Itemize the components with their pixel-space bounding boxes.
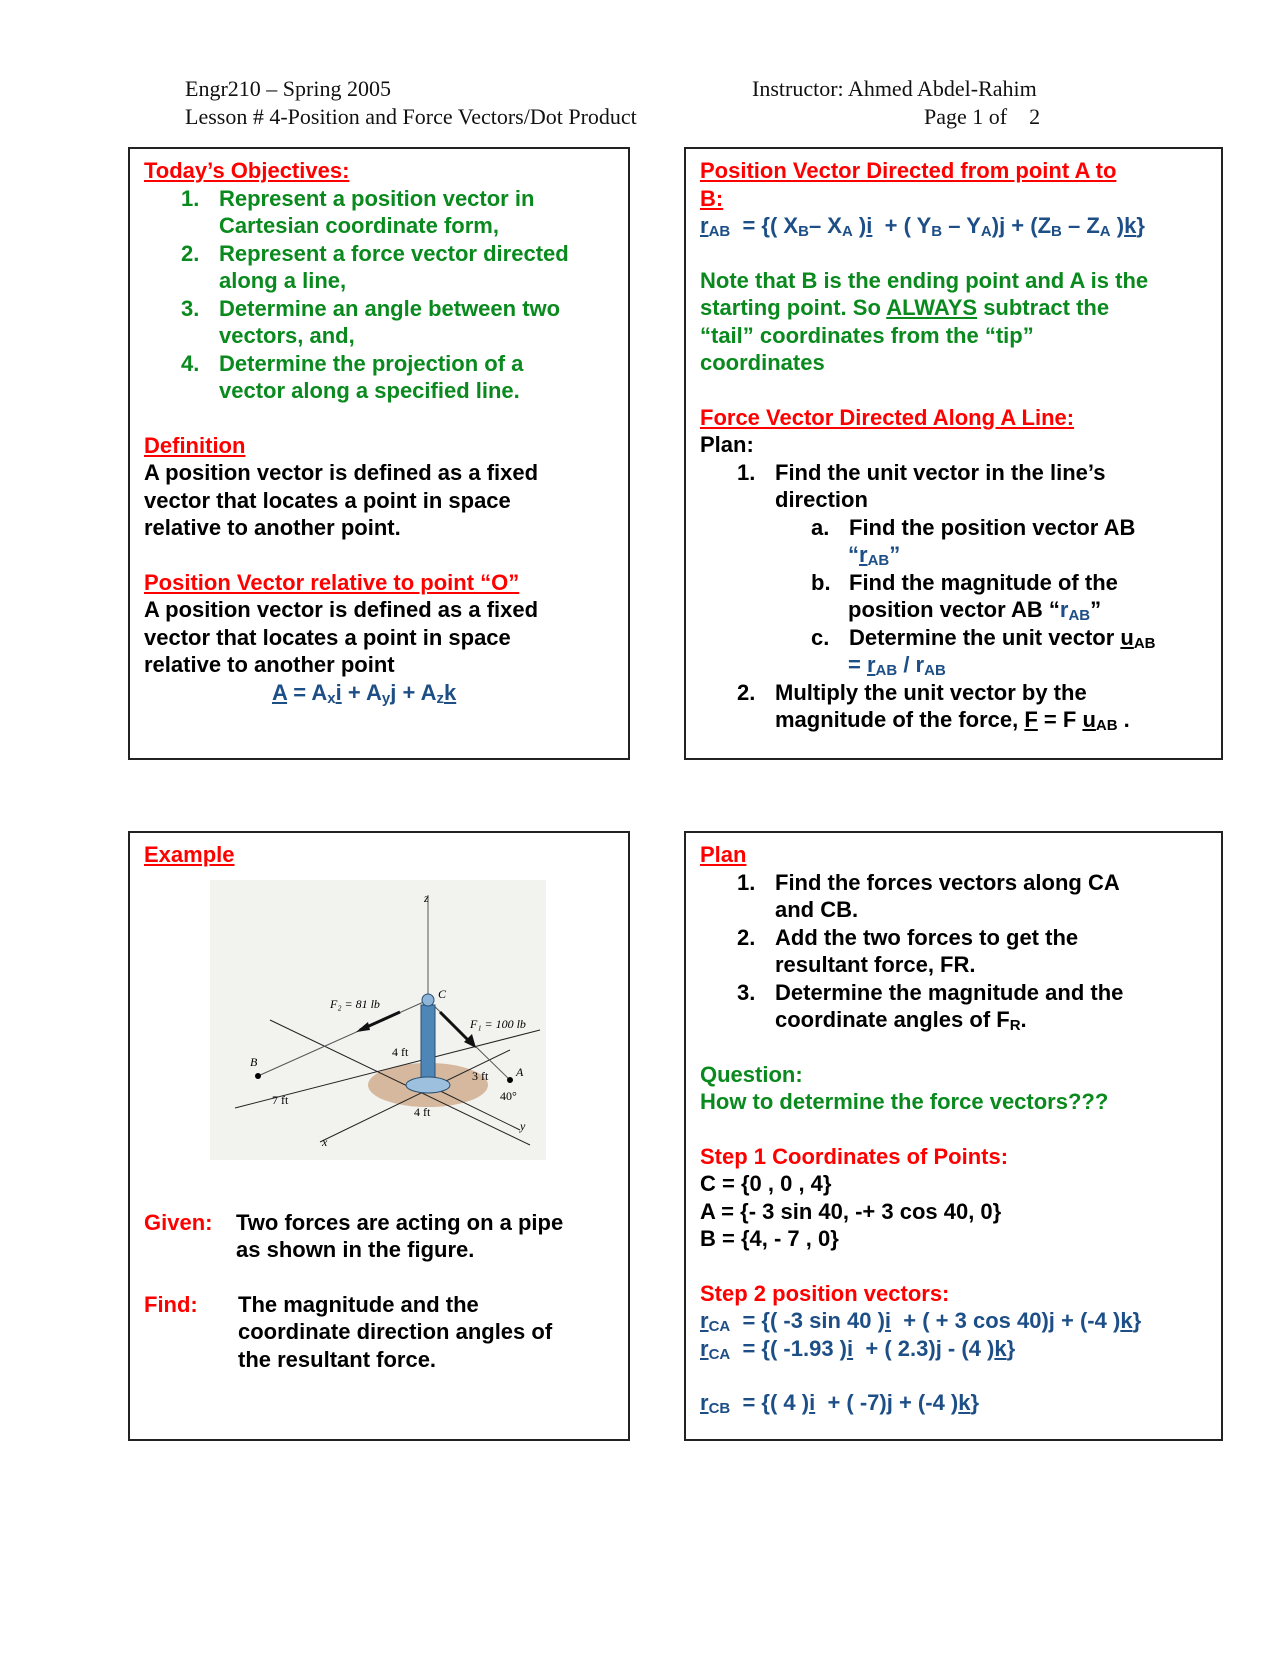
item-number: [737, 951, 775, 979]
list-item: [181, 185, 614, 213]
find-text: coordinate direction angles of: [238, 1319, 553, 1344]
dim-4ft: 4 ft: [414, 1105, 431, 1119]
item-text: Find the forces vectors along CA: [775, 869, 1120, 895]
text-line: relative to another point: [144, 652, 395, 677]
formula-segment: – Y: [942, 213, 981, 238]
substep-formula: [1060, 597, 1090, 622]
example-title: Example: [144, 842, 235, 867]
list-item: [181, 240, 614, 268]
position-vector-text: [144, 596, 614, 679]
item-number: [181, 267, 219, 295]
dim-7ft: 7 ft: [272, 1093, 289, 1107]
find-text: the resultant force.: [238, 1346, 437, 1372]
formula-segment: + A: [396, 679, 437, 705]
point-a-coords: A = {- 3 sin 40, -+ 3 cos 40, 0}: [700, 1198, 1002, 1224]
text-line: relative to another point.: [144, 515, 401, 540]
formula-segment: B: [798, 223, 809, 240]
step-number: 2.: [737, 679, 756, 705]
formula-segment: }: [1136, 213, 1145, 238]
list-item: [737, 951, 1207, 979]
formula-segment: y: [381, 689, 391, 707]
formula-segment: – Z: [1061, 213, 1100, 238]
item-text: along a line,: [219, 268, 347, 293]
rca-formula: [700, 1307, 1207, 1335]
force-formula: [1024, 707, 1129, 732]
formula-segment: CA: [708, 1345, 731, 1363]
formula-segment: B: [931, 223, 943, 240]
substep-letter: b.: [811, 569, 831, 595]
formula-segment: ”: [889, 542, 901, 567]
header-left: [185, 75, 637, 131]
formula-segment: r: [1059, 597, 1069, 622]
item-text: Add the two forces to get the: [775, 924, 1079, 950]
formula-segment: r: [700, 1308, 709, 1333]
list-item: [737, 979, 1207, 1007]
formula-segment: = {( -3 sin 40 ): [730, 1308, 885, 1333]
formula-segment: A: [272, 679, 288, 705]
ground-line: [270, 1020, 530, 1145]
item-text: resultant force, FR.: [775, 952, 976, 977]
formula-segment: A: [980, 223, 992, 240]
list-item: [181, 377, 614, 405]
text-line: A position vector is defined as a fixed: [144, 460, 539, 485]
step-text: direction: [775, 487, 868, 512]
lesson-title: Lesson # 4-Position and Force Vectors/Dot Product: [185, 104, 637, 129]
formula-segment: r: [859, 542, 868, 567]
force-vector-box: [684, 147, 1223, 760]
plan-box: [684, 831, 1223, 1441]
formula-segment: = {( 4 ): [730, 1390, 810, 1415]
formula-segment: + A: [341, 679, 382, 705]
given-text: Two forces are acting on a pipe: [236, 1209, 564, 1235]
course-title: Engr210 – Spring 2005: [185, 76, 391, 101]
formula-segment: + ( Y: [872, 213, 932, 238]
formula-segment: R: [1009, 1017, 1021, 1034]
formula-segment: CB: [708, 1400, 731, 1417]
formula-segment: A: [841, 223, 853, 240]
text-line: vector that locates a point in space: [144, 624, 511, 650]
formula-segment: + (-4 ): [1054, 1308, 1121, 1333]
note-line: “tail” coordinates from the “tip”: [700, 322, 1034, 348]
formula-segment: i: [847, 1335, 854, 1361]
list-item: [181, 350, 614, 378]
formula-segment: AB: [875, 662, 898, 679]
y-label: y: [520, 1119, 526, 1133]
list-item: [737, 924, 1207, 952]
step1-title: Step 1 Coordinates of Points:: [700, 1143, 1009, 1169]
formula-segment: k: [958, 1390, 971, 1415]
text-line: vector that locates a point in space: [144, 487, 511, 513]
item-number: [737, 896, 775, 924]
rab-formula: [700, 212, 1207, 240]
item-number: [181, 212, 219, 240]
formula-segment: + (-4 ): [892, 1390, 959, 1415]
formula-segment: AB: [1095, 717, 1118, 734]
formula-segment: ): [852, 213, 867, 238]
plan-title: Plan: [700, 842, 747, 867]
height-label: 4 ft: [392, 1045, 409, 1059]
rca-numeric: [700, 1335, 1207, 1363]
list-item: [181, 267, 614, 295]
formula-segment: AB: [1133, 634, 1156, 652]
formula-segment: x: [327, 689, 336, 707]
step2-title: Step 2 position vectors:: [700, 1280, 950, 1306]
list-item: [737, 869, 1207, 897]
formula-segment: + (Z: [1005, 213, 1052, 238]
formula-segment: z: [436, 689, 444, 707]
formula-segment: r: [700, 1390, 709, 1415]
note-part: starting point. So: [700, 295, 887, 320]
item-text: Determine the magnitude and the: [775, 979, 1124, 1005]
note-emphasis: ALWAYS: [886, 295, 978, 320]
f1-label: F₁ = 100 lb: [470, 1017, 526, 1031]
plan-label: Plan:: [700, 432, 754, 457]
position-ab-title: Position Vector Directed from point A to: [700, 158, 1117, 183]
formula-segment: + ( 2.3): [853, 1335, 936, 1361]
substep-text: Find the magnitude of the: [849, 569, 1118, 595]
item-text: Represent a force vector directed: [219, 240, 569, 266]
rcb-formula: [700, 1389, 1207, 1417]
item-text: Determine an angle between two: [219, 295, 561, 321]
step-text: magnitude of the force,: [775, 707, 1025, 732]
dim-3ft: 3 ft: [472, 1069, 489, 1083]
formula-segment: AB: [867, 552, 890, 569]
formula-segment: j: [390, 679, 397, 705]
given-text: as shown in the figure.: [236, 1237, 475, 1262]
force-f2-arrowhead: [356, 1022, 370, 1032]
substep-letter: a.: [811, 514, 830, 540]
definition-title: Definition: [144, 432, 246, 458]
substep-text: Find the position vector AB: [849, 514, 1136, 540]
formula-segment: AB: [708, 223, 731, 240]
list-item: [181, 212, 614, 240]
position-ab-title-2: B:: [700, 185, 724, 211]
list-item: [737, 896, 1207, 924]
formula-segment: i: [866, 213, 873, 238]
item-number: 3.: [181, 295, 200, 321]
page-number: Page 1 of 2: [924, 104, 1041, 129]
point-b: [255, 1073, 261, 1079]
formula-segment: – X: [808, 213, 842, 238]
formula-segment: }: [1132, 1308, 1142, 1333]
formula-segment: + ( -7): [815, 1390, 887, 1415]
formula-segment: }: [970, 1390, 980, 1415]
formula-segment: }: [1006, 1335, 1016, 1361]
formula-segment: ): [991, 213, 1000, 238]
plan-step-text: [700, 1006, 1207, 1034]
x-label: x: [322, 1135, 328, 1149]
formula-segment: = A: [287, 679, 328, 705]
formula-segment: = {( -1.93 ): [730, 1335, 848, 1361]
formula-segment: r: [866, 652, 876, 677]
text-line: A position vector is defined as a fixed: [144, 597, 539, 622]
item-number: 3.: [737, 979, 756, 1005]
force-f1-arrow: [440, 1012, 470, 1042]
formula-segment: AB: [1068, 607, 1091, 624]
list-item: [181, 322, 614, 350]
formula-segment: u: [1120, 624, 1134, 650]
formula-segment: j: [1048, 1308, 1055, 1333]
item-text: and CB.: [775, 897, 859, 922]
formula-segment: k: [1120, 1308, 1133, 1333]
point-a: [507, 1077, 513, 1083]
item-number: 1.: [737, 869, 756, 895]
b-label: B: [250, 1055, 258, 1069]
position-formula: [144, 679, 614, 707]
note-text: [700, 267, 1207, 377]
note-part: subtract the: [977, 295, 1110, 320]
find-label: Find:: [144, 1291, 198, 1317]
find-text: The magnitude and the: [238, 1291, 479, 1317]
formula-segment: k: [1124, 213, 1137, 238]
formula-segment: “: [848, 542, 859, 567]
formula-segment: .: [1117, 707, 1130, 732]
formula-segment: / r: [897, 652, 925, 677]
note-line: coordinates: [700, 350, 825, 375]
quote: ”: [1090, 597, 1102, 622]
unit-vector: [1120, 625, 1155, 650]
formula-segment: - (4 ): [941, 1335, 995, 1361]
a-label: A: [516, 1065, 524, 1079]
formula-segment: A: [1099, 223, 1111, 240]
item-number: 2.: [181, 240, 200, 266]
plan-list: [700, 869, 1207, 1007]
formula-segment: =: [848, 652, 867, 677]
substep-text: Determine the unit vector: [849, 624, 1121, 650]
item-number: 1.: [181, 185, 200, 211]
objectives-title: Today’s Objectives:: [144, 158, 350, 183]
formula-segment: r: [700, 1335, 709, 1361]
formula-segment: + ( + 3 cos 40): [891, 1308, 1049, 1333]
substep-formula: [700, 651, 1207, 679]
formula-segment: coordinate angles of F: [775, 1007, 1010, 1032]
formula-segment: F: [1024, 707, 1038, 732]
item-text: vector along a specified line.: [219, 378, 520, 403]
question-text: How to determine the force vectors???: [700, 1089, 1109, 1114]
formula-segment: i: [884, 1308, 892, 1333]
formula-segment: ): [1110, 213, 1125, 238]
given-label: Given:: [144, 1209, 213, 1235]
formula-segment: i: [809, 1390, 816, 1415]
substep-letter: c.: [811, 624, 830, 650]
formula-segment: CA: [708, 1318, 731, 1335]
z-label: z: [424, 891, 429, 905]
header-right: [752, 75, 1040, 131]
formula-segment: = {( X: [730, 213, 799, 238]
formula-segment: = F: [1037, 707, 1083, 732]
item-number: [181, 322, 219, 350]
substep-text: position vector AB “: [848, 597, 1060, 622]
pipe: [421, 1005, 435, 1085]
item-number: 2.: [737, 924, 756, 950]
formula-segment: j: [886, 1390, 893, 1415]
formula-segment: j: [935, 1335, 942, 1361]
point-b-coords: B = {4, - 7 , 0}: [700, 1226, 839, 1251]
step-number: 1.: [737, 459, 756, 485]
position-vector-title: Position Vector relative to point “O”: [144, 569, 520, 595]
point-c: [422, 994, 434, 1006]
formula-segment: B: [1051, 223, 1062, 240]
formula-segment: u: [1082, 707, 1096, 732]
c-label: C: [438, 987, 447, 1001]
objectives-box: [128, 147, 630, 760]
substep-formula: [700, 541, 1207, 569]
formula-segment: k: [994, 1335, 1007, 1361]
note-line: [700, 294, 1207, 322]
formula-segment: k: [443, 679, 457, 705]
question-title: Question:: [700, 1061, 803, 1087]
angle-label: 40°: [500, 1089, 517, 1103]
item-text: vectors, and,: [219, 323, 355, 348]
item-text: Determine the projection of a: [219, 350, 524, 376]
instructor: Instructor: Ahmed Abdel-Rahim: [752, 76, 1037, 101]
item-text: Represent a position vector in: [219, 185, 535, 211]
formula-segment: r: [700, 213, 709, 238]
point-c-coords: C = {0 , 0 , 4}: [700, 1171, 832, 1196]
list-item: [181, 295, 614, 323]
step-text: Find the unit vector in the line’s: [775, 459, 1106, 485]
pipe-figure: [210, 880, 546, 1160]
definition-text: [144, 459, 614, 542]
objectives-list: [144, 185, 614, 405]
formula-segment: .: [1020, 1007, 1027, 1032]
step-text: Multiply the unit vector by the: [775, 679, 1087, 705]
cable-cb: [258, 1000, 428, 1076]
item-number: 4.: [181, 350, 200, 376]
formula-segment: i: [335, 679, 342, 705]
force-line-title: Force Vector Directed Along A Line:: [700, 404, 1075, 430]
item-text: Cartesian coordinate form,: [219, 213, 499, 238]
pipe-base: [406, 1077, 450, 1093]
item-number: [181, 377, 219, 405]
formula-segment: j: [999, 213, 1006, 238]
note-line: Note that B is the ending point and A is the: [700, 267, 1149, 293]
f2-label: F₂ = 81 lb: [330, 997, 380, 1011]
formula-segment: AB: [924, 662, 946, 679]
